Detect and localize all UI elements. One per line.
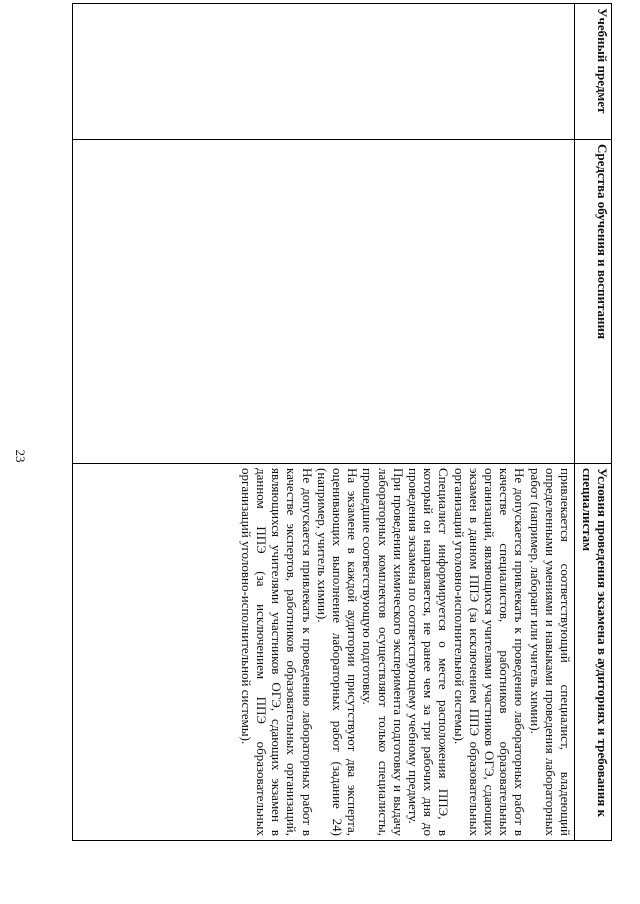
table-header-row <box>575 4 612 841</box>
condition-paragraph-1: привлекается соответствующий специалист, владеющий определенными умениями и навыками проведения лабораторных работ (например, лаборант или учитель химии). <box>527 468 573 836</box>
condition-paragraph-5: На экзамене в каждой аудитории присутствуют два эксперта, оценивающих выполнение лабораторных работ (задание 24) (например, учитель химии). <box>314 468 361 836</box>
cell-conditions <box>73 464 575 841</box>
exam-conditions-table <box>72 3 612 841</box>
cell-subject <box>73 4 575 140</box>
header-means: Средства обучения и воспитания <box>575 140 612 464</box>
header-subject: Учебный предмет <box>575 4 612 140</box>
cell-means <box>73 140 575 464</box>
condition-paragraph-2: Не допускается привлекать к проведению лабораторных работ в качестве специалистов, работников образовательных организаций, являющихся учителями участников ОГЭ, сдающих экзамен в данном ППЭ (за исключением ППЭ образовательных организаций уголовно-исполнительной системы). <box>451 468 528 836</box>
header-conditions: Условия проведения экзамена в аудиториях и требования к специалистам <box>575 464 612 841</box>
condition-paragraph-6: Не допускается привлекать к проведению лабораторных работ в качестве экспертов, работников образовательных организаций, являющихся учителями участников ОГЭ, сдающих экзамен в данном ППЭ (за исключением ППЭ образовательных организаций уголовно-исполнительной системы). <box>238 468 315 836</box>
condition-paragraph-3: Специалист информируется о месте расположения ППЭ, в который он направляется, не ранее чем за три рабочих дня до проведения экзамена по соответствующему учебному предмету. <box>405 468 452 836</box>
table-row <box>73 4 575 841</box>
rotated-table-container <box>72 3 612 841</box>
page-number: 23 <box>13 449 28 463</box>
condition-paragraph-4: При проведении химического эксперимента подготовку и выдачу лабораторных комплектов осуществляют только специалисты, прошедшие соответствующую подготовку. <box>360 468 406 836</box>
